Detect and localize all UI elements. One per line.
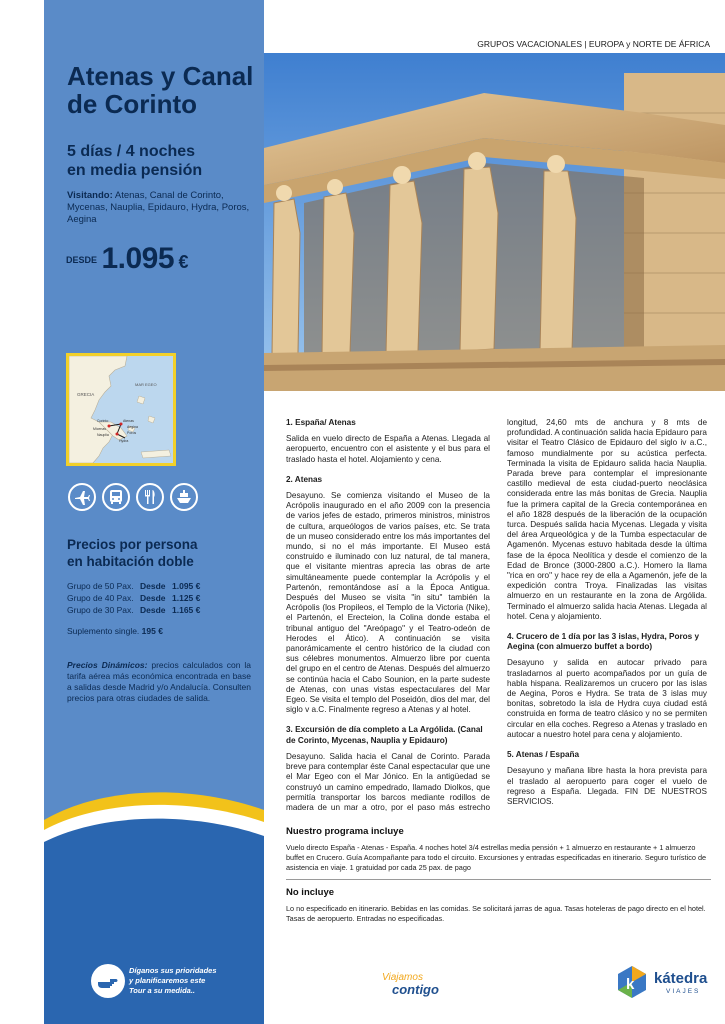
- day-2-title: 2. Atenas: [286, 474, 323, 484]
- map-marker: [108, 425, 111, 428]
- group-desde: Desde: [140, 593, 166, 603]
- visiting-text: Atenas, Canal de Corinto, Mycenas, Nauplia, Epidauro, Hydra, Poros, Aegina: [67, 190, 250, 225]
- meal-icon: [136, 483, 164, 511]
- katedra-logo: [614, 964, 714, 1004]
- day-3-text: Desayuno. Salida hacia el Canal de Corinto. Parada breve para contemplar éste Canal espectacular que une el Mar Egeo con el Mar Jónico. En la antigüedad se construyó un camino empedrado, llamado Diolkos, que permitía transportar los barcos mediante rodillos de madera de un mar a otro, por el paso más estrecho: [286, 751, 490, 812]
- day-4-title: 4. Crucero de 1 día por las 3 islas, Hydra, Poros y Aegina (con almuerzo buffet a bordo): [507, 632, 700, 652]
- katedra-sub: VIAJES: [666, 988, 701, 995]
- group-desde: Desde: [140, 605, 166, 615]
- price-currency: €: [178, 252, 189, 272]
- includes-section: [286, 826, 711, 930]
- day-5-text: Desayuno y mañana libre hasta la hora prevista para el traslado al aeropuerto para coger el vuelo de regreso a España. Llegada. FIN DE NUESTROS SERVICIOS.: [507, 766, 707, 806]
- day-3-title: 3. Excursión de día completo a La Argólida. (Canal de Corinto, Mycenas, Nauplia y Epidauro): [286, 725, 483, 745]
- price-from-label: DESDE: [66, 255, 98, 265]
- group-label: Grupo de 30 Pax.: [67, 605, 134, 615]
- visiting-label: Visitando:: [67, 190, 113, 201]
- group-label: Grupo de 50 Pax.: [67, 581, 134, 591]
- title-line-2: de Corinto: [67, 89, 197, 119]
- visiting-info: [67, 190, 257, 226]
- erechtheion-photo: [264, 53, 725, 391]
- dynamic-prices-note: [67, 660, 251, 704]
- group-price: 1.095 €: [172, 581, 201, 591]
- single-supplement: [67, 626, 163, 636]
- katedra-name: kátedra: [654, 970, 708, 987]
- slogan-line-3: Tour a su medida..: [129, 986, 195, 995]
- itinerary-column-2: [507, 418, 707, 817]
- cruise-icon: [170, 483, 198, 511]
- day-4-text: Desayuno y salida en autocar privado para trasladarnos al puerto acompañados por un guía de habla hispana. Realizaremos un crucero por las islas de Aegina, Poros e Hydra. Se trata de 3 islas muy bonitas, sobretodo la isla de Hydra cuya ciudad está construida en forma de teatro clásico y no se permiten circular en ella coches. Regreso a Atenas y traslado en autocar a nuestro hotel para cena y alojamiento.: [507, 658, 707, 739]
- map-place: Corinto: [97, 419, 109, 423]
- viajamos-word: Viajamos: [382, 972, 423, 983]
- pointing-hand-icon: [91, 964, 125, 998]
- not-included-title: No incluye: [286, 887, 335, 898]
- duration-line-2: en media pensión: [67, 162, 203, 179]
- prices-title: [67, 536, 257, 570]
- dynamic-text: precios calculados con la tarifa aérea más económica encontrada en base a salidas desde Madrid y/o Andalucía. Consulten precios para otras ciudades de salida.: [67, 660, 251, 703]
- plane-icon: [68, 483, 96, 511]
- map-place: Aegina: [127, 425, 138, 429]
- map-label-grecia: GRECIA: [77, 392, 95, 397]
- map-place: Atenas: [123, 419, 134, 423]
- includes-text: Vuelo directo España - Atenas - España. 4 noches hotel 3/4 estrellas media pensión + 1 almuerzo en restaurante + 1 almuerzo buffet en Crucero. Guía Acompañante para todo el circuito. Excursiones y entradas especificadas en itinerario. Seguro turístico de asistencia en viaje. 1 gratuidad por cada 25 pax. de pago: [286, 843, 707, 872]
- duration-line-1: 5 días / 4 noches: [67, 143, 196, 160]
- group-price-row: [67, 580, 257, 592]
- photo-graphic: [264, 53, 725, 391]
- page-title: [67, 62, 257, 118]
- group-price-row: [67, 592, 257, 604]
- day-1-text: Salida en vuelo directo de España a Atenas. Llegada al aeropuerto, encuentro con el asistente y el bus para el traslado hasta el hotel. Alojamiento y cena.: [286, 434, 490, 464]
- prices-title-line-1: Precios por persona: [67, 537, 198, 552]
- map-place: Hydra: [119, 439, 129, 443]
- group-price-row: [67, 604, 257, 616]
- katedra-mark-icon: [614, 964, 650, 1000]
- map-place: Nauplia: [97, 433, 109, 437]
- not-included-text: Lo no especificado en itinerario. Bebidas en las comidas. Se solicitará jarras de agua. Tasas hoteleras de pago directo en el hotel. Tasas de aeropuerto. Entradas no especificadas.: [286, 904, 706, 923]
- side-panel: [44, 0, 264, 1024]
- group-desde: Desde: [140, 581, 166, 591]
- itinerary-column-1: [286, 418, 490, 824]
- group-price-list: [67, 580, 257, 616]
- day-2-text: Desayuno. Se comienza visitando el Museo de la Acrópolis inaugurado en el año 2009 con la presencia de varios jefes de estado, primeros ministros, ministros de cultura, arqueólogos de varios países, etc. Se trata de un museo considerado entre los más importantes del mundo, si no el más importante. El Museo está construido e iluminado con luz natural, de tal manera, que el visitante mientras aprecia las obras de arte simultáneamente puede contemplar la Acrópolis y el Partenón, remontándose así a la Época Antigua. Después del Museo se visita "in situ" también la Acrópolis (los Propileos, el Templo de la Victoria (Nike), el Partenón, el Erecteion, la Colina donde estaba el tribunal antiguo del "Areópago" y el Teatro-odeón de Herodes el Ático). A continuación se visita panorámicamente el centro histórico de la ciudad con sus célebres monumentos. Almuerzo libre por cuenta del grupo en el centro de Atenas. Después del almuerzo se continúa hacia el Cabo Sounion, en la parte sudeste de Atenas, con unas vistas espectaculares del Mar Egeo. Se visita el templo del Poseidón, dios del mar, del siglo v a.C. Finalmente regreso a Atenas y al hotel.: [286, 491, 490, 715]
- day-3-continued: longitud, 24,60 mts de anchura y 8 mts de profundidad. A continuación salida hacia Epidauro para visitar el Teatro Clásico de Epidauro del siglo iv a.C., famoso mundialmente por su acústica perfecta. Terminada la visita de Epidauro salida hacia Nauplia. Parada breve para contemplar el impresionante castillo medieval de esta ciudad-puerto neoclásica considerada entre las más bonitas de Grecia. Nauplia fue la primera capital de la Grecia contemporánea en el año 1828 después de la liberación de la ocupación turca. Después salida hacia Mycenas. Llegada y visita del área Arqueológica y de la Tumba espectacular de Agamenón. Mycenas estuvo habitada desde la última fase de la época Neolítica y desde el comienzo de la Edad de Bronce (3000-2800 a.C.). Homero la llama "rica en oro" y hace rey de ella a Agamenón, jefe de la expedición contra Troya. Finalizadas las visitas almuerzo en un restaurante en la zona de Argólida. Terminado el almuerzo salida hacia Atenas. Llegada al hotel. Cena y alojamiento.: [507, 418, 707, 621]
- service-icons: [68, 483, 198, 513]
- map-place: Poros: [127, 431, 137, 435]
- price-from: [66, 242, 189, 276]
- prices-title-line-2: en habitación doble: [67, 554, 194, 569]
- map-marker: [116, 433, 119, 436]
- dynamic-label: Precios Dinámicos:: [67, 660, 148, 670]
- group-label: Grupo de 40 Pax.: [67, 593, 134, 603]
- single-label: Suplemento single.: [67, 626, 140, 636]
- map-label-mar: MAR EGEO: [135, 382, 157, 387]
- includes-title: Nuestro programa incluye: [286, 826, 404, 837]
- divider: [286, 879, 711, 880]
- title-line-1: Atenas y Canal: [67, 61, 254, 91]
- viajamos-contigo-logo: [378, 972, 458, 1002]
- group-price: 1.125 €: [172, 593, 201, 603]
- single-price: 195 €: [141, 626, 163, 636]
- contigo-word: contigo: [392, 982, 439, 997]
- slogan-line-1: Díganos sus prioridades: [129, 966, 217, 975]
- group-price: 1.165 €: [172, 605, 201, 615]
- slogan: [129, 966, 254, 996]
- category-header: GRUPOS VACACIONALES | EUROPA y NORTE DE ÁFRICA: [477, 39, 710, 49]
- day-5-title: 5. Atenas / España: [507, 750, 580, 760]
- duration: [67, 142, 257, 180]
- price-amount: 1.095: [101, 242, 175, 275]
- bus-icon: [102, 483, 130, 511]
- greece-map-graphic: [69, 356, 173, 463]
- route-map: [66, 353, 176, 466]
- map-place: Micenas: [93, 427, 107, 431]
- svg-text:k: k: [626, 976, 635, 993]
- day-1-title: 1. España/ Atenas: [286, 418, 356, 427]
- slogan-line-2: y planificaremos este: [129, 976, 206, 985]
